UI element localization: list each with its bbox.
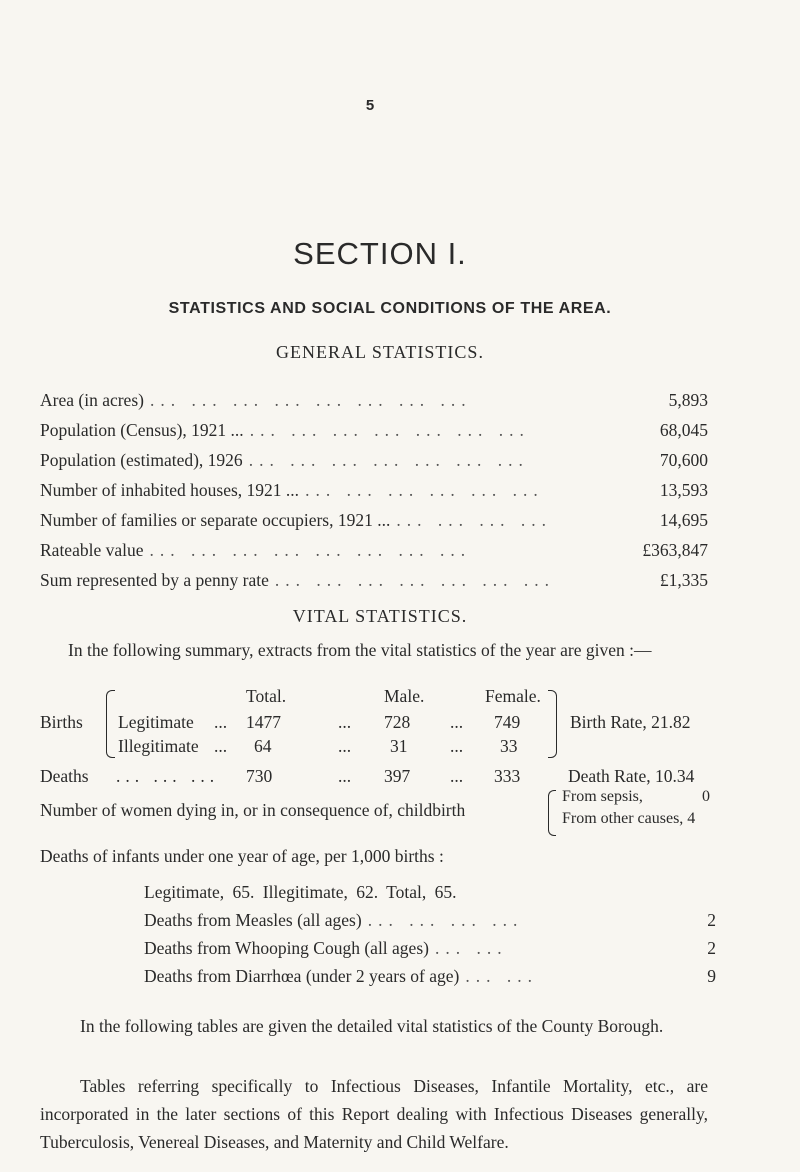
leader-dots: ... ... bbox=[434, 938, 508, 958]
row-dots: ... bbox=[338, 712, 352, 732]
sepsis-label: From sepsis, bbox=[562, 788, 643, 805]
leader-dots: ... ... ... ... bbox=[396, 510, 552, 530]
row-dots: ... bbox=[338, 766, 352, 786]
illegitimate-label: Illegitimate bbox=[118, 736, 199, 756]
row-dots: ... bbox=[450, 736, 464, 756]
infant-rates: Legitimate, 65. Illegitimate, 62. Total, 65. bbox=[144, 882, 457, 902]
leader-dots: ... ... bbox=[465, 966, 538, 986]
row-dots: ... bbox=[338, 736, 352, 756]
stat-value: 5,893 bbox=[668, 390, 708, 410]
births-label: Births bbox=[40, 712, 83, 732]
cause-label: Deaths from Measles (all ages) bbox=[144, 910, 362, 930]
infant-deaths-heading: Deaths of infants under one year of age, per 1,000 births : bbox=[40, 846, 444, 866]
stat-value: 14,695 bbox=[659, 510, 708, 530]
stat-row-families bbox=[40, 510, 708, 534]
deaths-label: Deaths bbox=[40, 766, 89, 786]
cause-label: Deaths from Whooping Cough (all ages) bbox=[144, 938, 429, 958]
row-dots: ... bbox=[450, 712, 464, 732]
deaths-male: 397 bbox=[384, 766, 411, 786]
cause-value: 2 bbox=[707, 910, 716, 930]
stat-label: Sum represented by a penny rate bbox=[40, 570, 269, 590]
stat-row-population-estimated bbox=[40, 450, 708, 474]
childbirth-label: Number of women dying in, or in consequence of, childbirth bbox=[40, 800, 466, 820]
stat-value: £363,847 bbox=[642, 540, 708, 560]
sepsis-value: 0 bbox=[702, 788, 710, 805]
legitimate-male: 728 bbox=[384, 712, 411, 732]
leader-dots: ... ... ... ... ... ... ... bbox=[248, 450, 529, 470]
stat-value: £1,335 bbox=[659, 570, 708, 590]
col-total-header: Total. bbox=[246, 686, 287, 706]
stat-label: Number of families or separate occupiers, 1921 ... bbox=[40, 510, 391, 530]
page-number: 5 bbox=[365, 97, 375, 114]
row-dots: ... bbox=[450, 766, 464, 786]
col-male-header: Male. bbox=[384, 686, 425, 706]
leader-dots: ... ... ... ... ... ... bbox=[305, 480, 544, 500]
leader-dots: ... ... ... ... ... ... ... ... bbox=[149, 390, 472, 410]
leader-dots: ... ... ... ... ... ... ... bbox=[274, 570, 556, 590]
cause-row-diarrhoea bbox=[144, 966, 716, 987]
births-left-brace bbox=[106, 690, 115, 758]
stat-value: 68,045 bbox=[659, 420, 708, 440]
births-right-brace bbox=[548, 690, 557, 758]
stat-row-rateable-value bbox=[40, 540, 708, 564]
stat-label: Rateable value bbox=[40, 540, 144, 560]
vital-statistics-heading: VITAL STATISTICS. bbox=[292, 606, 468, 626]
deaths-female: 333 bbox=[494, 766, 521, 786]
deaths-total: 730 bbox=[246, 766, 273, 786]
stat-value: 70,600 bbox=[659, 450, 708, 470]
illegitimate-total: 64 bbox=[254, 736, 272, 756]
general-statistics-heading: GENERAL STATISTICS. bbox=[276, 342, 484, 362]
row-dots: ... ... ... bbox=[116, 766, 220, 786]
birth-rate: Birth Rate, 21.82 bbox=[570, 712, 691, 732]
legitimate-total: 1477 bbox=[246, 712, 281, 732]
stat-value: 13,593 bbox=[659, 480, 708, 500]
leader-dots: ... ... ... ... ... ... ... bbox=[249, 420, 530, 440]
references-paragraph: Tables referring specifically to Infectious Diseases, Infantile Mortality, etc., are incorporated in the later sections of this Report dealing with Infectious Diseases generally, Tuberculosis, Venereal Diseases, and Maternity and Child Welfare. bbox=[40, 1076, 708, 1152]
illegitimate-female: 33 bbox=[500, 736, 518, 756]
childbirth-brace bbox=[548, 790, 556, 836]
stat-row-inhabited-houses bbox=[40, 480, 708, 504]
death-rate: Death Rate, 10.34 bbox=[568, 766, 695, 786]
cause-row-whooping-cough bbox=[144, 938, 716, 959]
cause-value: 2 bbox=[707, 938, 716, 958]
stat-label: Population (estimated), 1926 bbox=[40, 450, 243, 470]
leader-dots: ... ... ... ... ... ... ... ... bbox=[149, 540, 472, 560]
tables-paragraph: In the following tables are given the detailed vital statistics of the County Borough. bbox=[80, 1016, 664, 1036]
cause-row-measles bbox=[144, 910, 716, 931]
main-heading: STATISTICS AND SOCIAL CONDITIONS OF THE AREA. bbox=[168, 300, 612, 317]
legitimate-female: 749 bbox=[494, 712, 521, 732]
row-dots: ... bbox=[214, 736, 228, 756]
other-causes: From other causes, 4 bbox=[562, 810, 696, 827]
stat-row-penny-rate bbox=[40, 570, 708, 594]
col-female-header: Female. bbox=[485, 686, 541, 706]
legitimate-label: Legitimate bbox=[118, 712, 194, 732]
stat-row-area bbox=[40, 390, 708, 414]
illegitimate-male: 31 bbox=[390, 736, 408, 756]
stat-label: Population (Census), 1921 ... bbox=[40, 420, 244, 440]
vital-intro-paragraph: In the following summary, extracts from the vital statistics of the year are given :— bbox=[68, 640, 652, 660]
section-title: SECTION I. bbox=[293, 236, 467, 271]
cause-value: 9 bbox=[707, 966, 716, 986]
row-dots: ... bbox=[214, 712, 228, 732]
stat-label: Area (in acres) bbox=[40, 390, 144, 410]
stat-row-population-census bbox=[40, 420, 708, 444]
cause-label: Deaths from Diarrhœa (under 2 years of age) bbox=[144, 966, 460, 986]
leader-dots: ... ... ... ... bbox=[367, 910, 524, 930]
stat-label: Number of inhabited houses, 1921 ... bbox=[40, 480, 300, 500]
